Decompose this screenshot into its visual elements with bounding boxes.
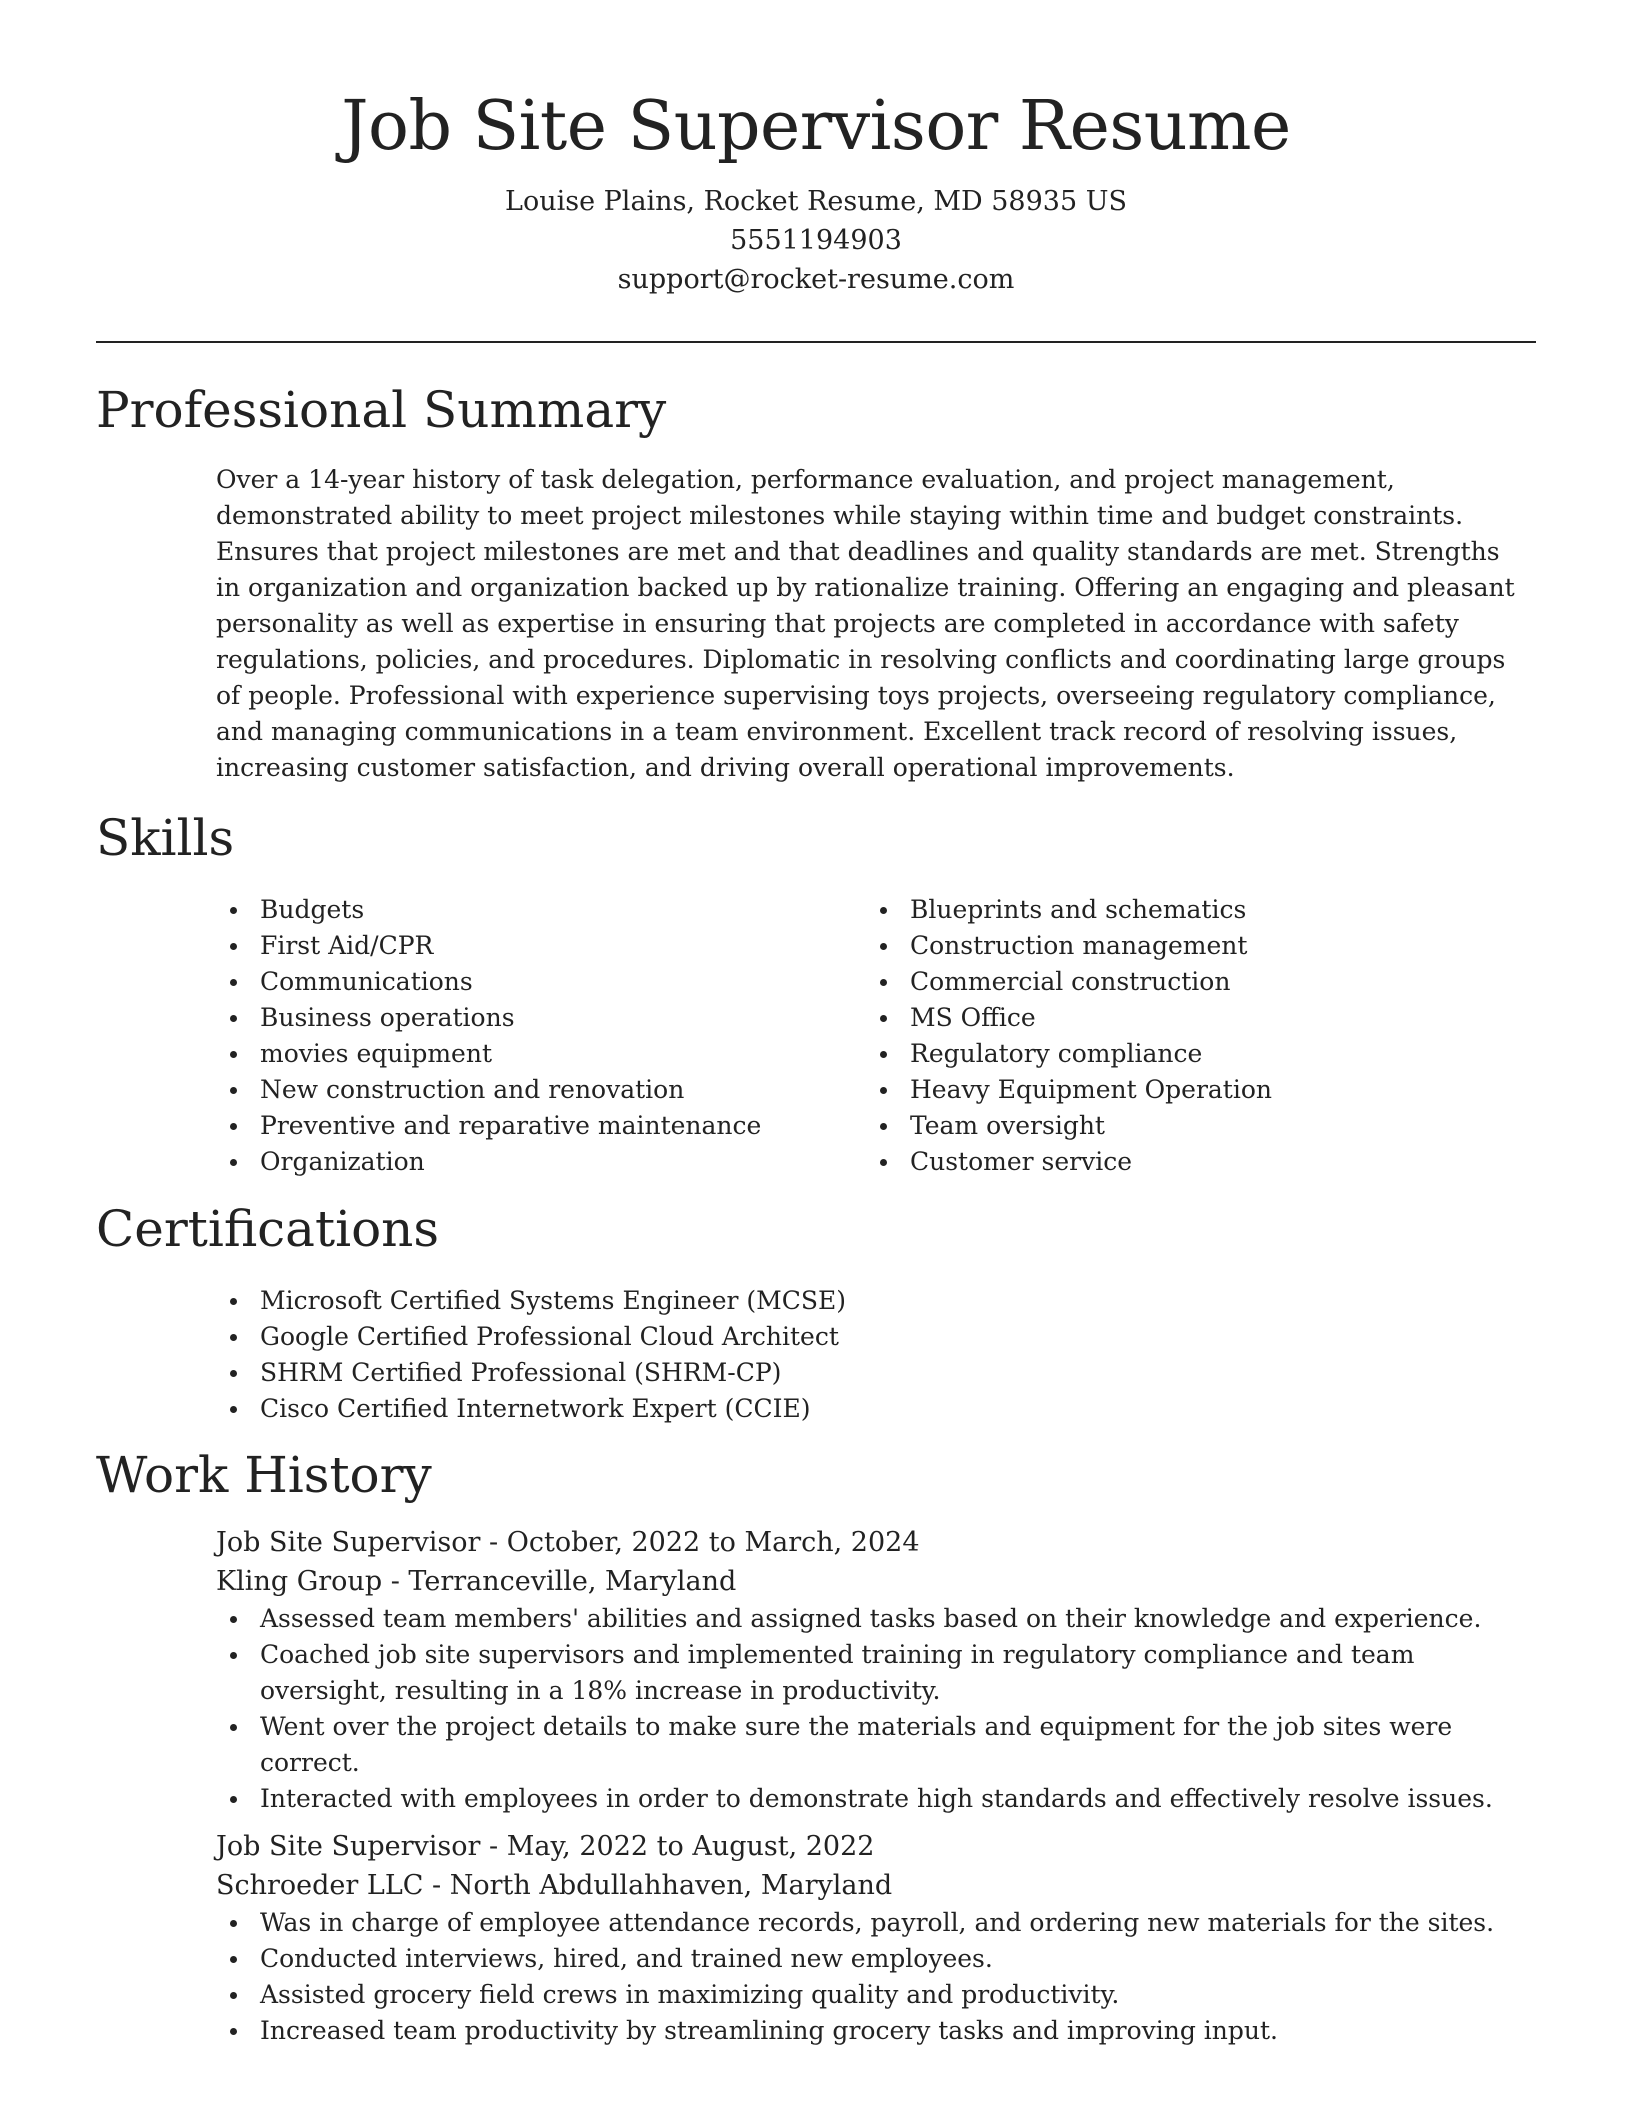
job-bullets (216, 1905, 1526, 2049)
skills-heading: Skills (96, 809, 235, 867)
contact-email[interactable]: support@rocket-resume.com (617, 264, 1015, 295)
job-bullets (216, 1601, 1526, 1817)
list-item: Conducted interviews, hired, and trained new employees. (216, 1941, 1526, 1977)
certifications-list (216, 1283, 1416, 1427)
contact-address: Louise Plains, Rocket Resume, MD 58935 US (505, 186, 1127, 217)
list-item: Budgets (216, 892, 836, 928)
list-item: Commercial construction (866, 964, 1506, 1000)
job-separator: - (390, 1566, 409, 1597)
list-item: MS Office (866, 1000, 1506, 1036)
certifications-heading: Certifications (96, 1200, 440, 1258)
summary-heading: Professional Summary (96, 381, 667, 439)
page-title: Job Site Supervisor Resume (341, 87, 1291, 166)
list-item: Preventive and reparative maintenance (216, 1108, 836, 1144)
job-title: Job Site Supervisor (216, 1831, 481, 1862)
job-dates: May, 2022 to August, 2022 (506, 1831, 875, 1862)
job-entry (216, 1827, 1526, 2049)
header-divider (96, 341, 1536, 343)
list-item: Microsoft Certified Systems Engineer (MCSE) (216, 1283, 1416, 1319)
skills-right-list (866, 892, 1506, 1180)
list-item: Coached job site supervisors and implemented training in regulatory compliance and team oversight, resulting in a 18% increase in productivity. (216, 1637, 1526, 1709)
job-title-line (216, 1523, 1526, 1562)
job-entry (216, 1523, 1526, 1817)
list-item: Was in charge of employee attendance records, payroll, and ordering new materials for the sites. (216, 1905, 1526, 1941)
skills-right-column (866, 892, 1506, 1180)
job-separator: - (489, 1831, 507, 1862)
list-item: New construction and renovation (216, 1072, 836, 1108)
work-history-heading: Work History (96, 1446, 432, 1504)
list-item: Cisco Certified Internetwork Expert (CCIE) (216, 1391, 1416, 1427)
list-item: Regulatory compliance (866, 1036, 1506, 1072)
skills-left-list (216, 892, 836, 1180)
job-title: Job Site Supervisor (216, 1527, 481, 1558)
list-item: Went over the project details to make sure the materials and equipment for the job sites were correct. (216, 1709, 1526, 1781)
list-item: Organization (216, 1144, 836, 1180)
list-item: Heavy Equipment Operation (866, 1072, 1506, 1108)
list-item: Google Certified Professional Cloud Architect (216, 1319, 1416, 1355)
list-item: Interacted with employees in order to demonstrate high standards and effectively resolve issues. (216, 1781, 1526, 1817)
job-dates: October, 2022 to March, 2024 (506, 1527, 920, 1558)
resume-header (0, 0, 1632, 299)
list-item: Customer service (866, 1144, 1506, 1180)
contact-phone: 5551194903 (730, 225, 902, 256)
job-separator: - (489, 1527, 507, 1558)
job-company-line (216, 1562, 1526, 1601)
job-company-line (216, 1866, 1526, 1905)
list-item: Assisted grocery field crews in maximizing quality and productivity. (216, 1977, 1526, 2013)
job-separator: - (432, 1870, 450, 1901)
certifications-block (216, 1283, 1416, 1427)
summary-text: Over a 14-year history of task delegation, performance evaluation, and project management, demonstrated ability to meet project milestones while staying within time and budget constraints. Ensures that project milestones are met and that deadlines and quality standards are met. Strengths in organization and organization backed up by rationalize training. Offering an engaging and pleasant personality as well as expertise in ensuring that projects are completed in accordance with safety regulations, policies, and procedures. Diplomatic in resolving conflicts and coordinating large groups of people. Professional with experience supervising toys projects, overseeing regulatory compliance, and managing communications in a team environment. Excellent track record of resolving issues, increasing customer satisfaction, and driving overall operational improvements. (216, 465, 1515, 782)
skills-left-column (216, 892, 836, 1180)
list-item: SHRM Certified Professional (SHRM-CP) (216, 1355, 1416, 1391)
job-company: Kling Group (216, 1566, 383, 1597)
contact-block (0, 182, 1632, 299)
list-item: Assessed team members' abilities and assigned tasks based on their knowledge and experience. (216, 1601, 1526, 1637)
list-item: Blueprints and schematics (866, 892, 1506, 928)
list-item: movies equipment (216, 1036, 836, 1072)
list-item: Construction management (866, 928, 1506, 964)
list-item: Business operations (216, 1000, 836, 1036)
job-location: Terranceville, Maryland (408, 1566, 737, 1597)
job-company: Schroeder LLC (216, 1870, 424, 1901)
job-location: North Abdullahhaven, Maryland (449, 1870, 893, 1901)
job-title-line (216, 1827, 1526, 1866)
list-item: Increased team productivity by streamlining grocery tasks and improving input. (216, 2013, 1526, 2049)
list-item: Team oversight (866, 1108, 1506, 1144)
list-item: First Aid/CPR (216, 928, 836, 964)
list-item: Communications (216, 964, 836, 1000)
